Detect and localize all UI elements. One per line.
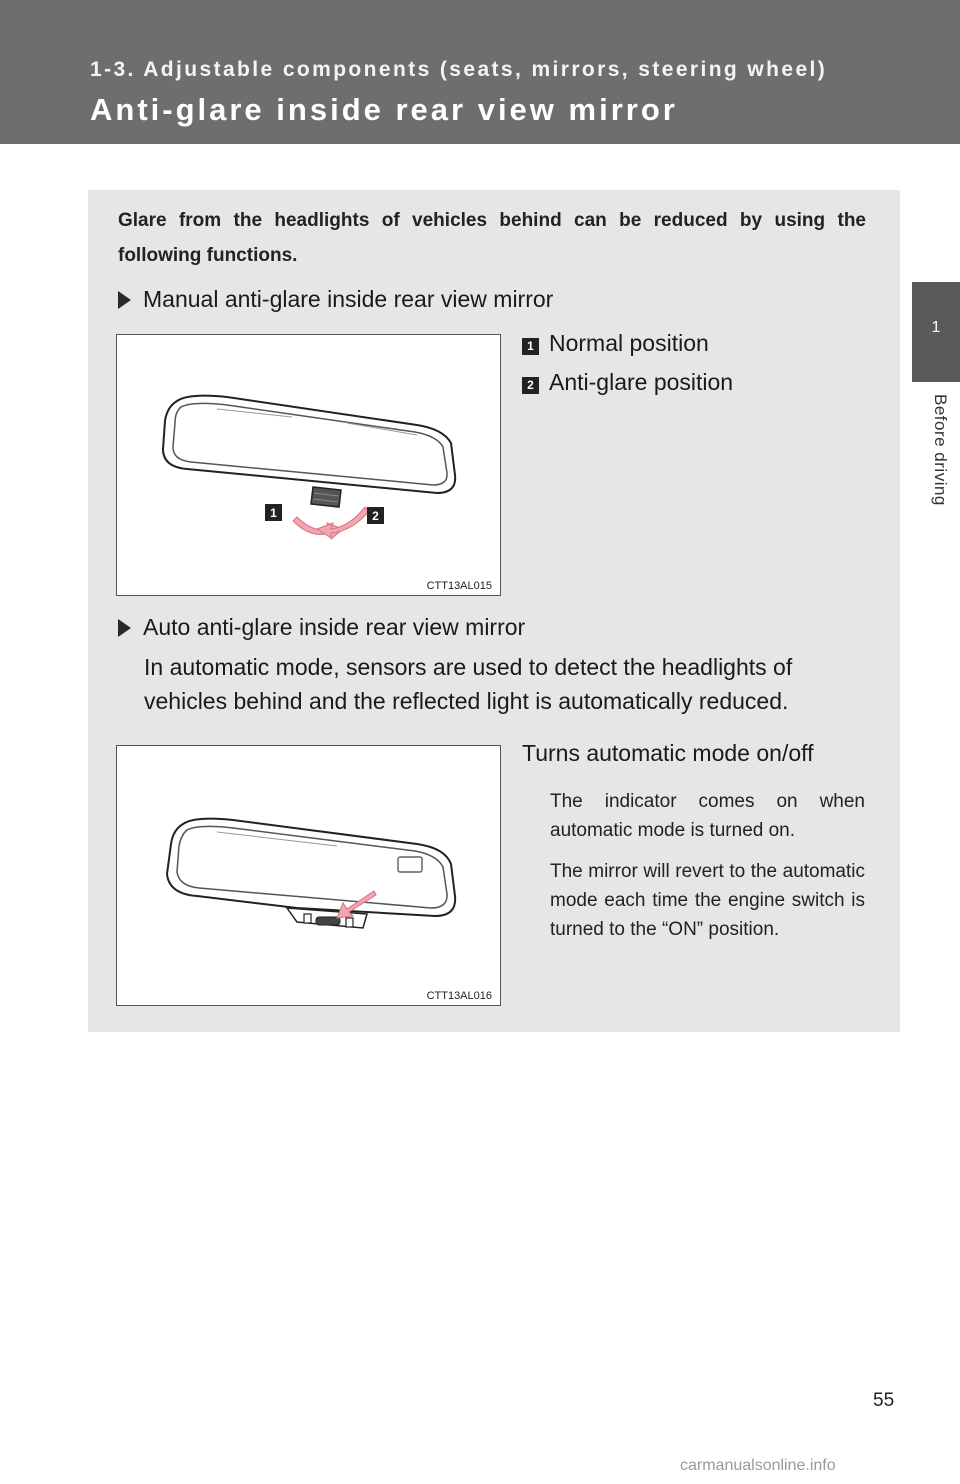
auto-heading-text: Auto anti-glare inside rear view mirror	[143, 614, 526, 640]
legend-number: 1	[522, 338, 539, 355]
legend-item-anti-glare	[522, 369, 733, 396]
legend-number: 2	[522, 377, 539, 394]
auto-mirror-illustration	[117, 746, 500, 1005]
auto-heading	[118, 614, 525, 641]
rear-view-mirror-icon	[167, 819, 455, 928]
manual-heading-text: Manual anti-glare inside rear view mirror	[143, 286, 554, 312]
manual-mirror-figure	[116, 334, 501, 596]
legend-text: Anti-glare position	[549, 369, 734, 395]
callout-1: 1	[270, 506, 277, 520]
intro-text: Glare from the headlights of vehicles behind can be reduced by using the following functions.	[118, 210, 866, 266]
page-title: Anti-glare inside rear view mirror	[90, 92, 678, 127]
page-header	[0, 0, 960, 144]
triangle-bullet-icon	[118, 291, 131, 309]
manual-heading	[118, 286, 553, 313]
chapter-tab[interactable]: 1	[912, 282, 960, 382]
lever-arrow-icon	[293, 507, 369, 539]
figure-code: CTT13AL016	[426, 990, 492, 1002]
sensor-window-icon	[398, 857, 422, 872]
tilt-lever-icon	[311, 487, 341, 507]
legend-item-normal	[522, 330, 709, 357]
legend-text: Normal position	[549, 330, 709, 356]
chapter-label: Before driving	[931, 394, 950, 506]
page-number: 55	[873, 1390, 895, 1411]
auto-mirror-figure	[116, 745, 501, 1006]
auto-note-indicator: The indicator comes on when automatic mode is turned on.	[550, 791, 865, 841]
auto-caption: Turns automatic mode on/off	[522, 740, 814, 766]
section-heading: 1-3. Adjustable components (seats, mirrors, steering wheel)	[90, 58, 828, 81]
rear-view-mirror-icon	[163, 396, 455, 493]
auto-note-revert: The mirror will revert to the automatic mode each time the engine switch is turned to the “ON” position.	[550, 861, 865, 940]
triangle-bullet-icon	[118, 619, 131, 637]
figure-code: CTT13AL015	[426, 580, 492, 592]
watermark: carmanualsonline.info	[680, 1457, 836, 1474]
auto-description: In automatic mode, sensors are used to detect the headlights of vehicles behind and the reflected light is automatically reduced.	[144, 654, 793, 714]
manual-mirror-illustration	[117, 335, 500, 595]
callout-2: 2	[372, 509, 379, 523]
